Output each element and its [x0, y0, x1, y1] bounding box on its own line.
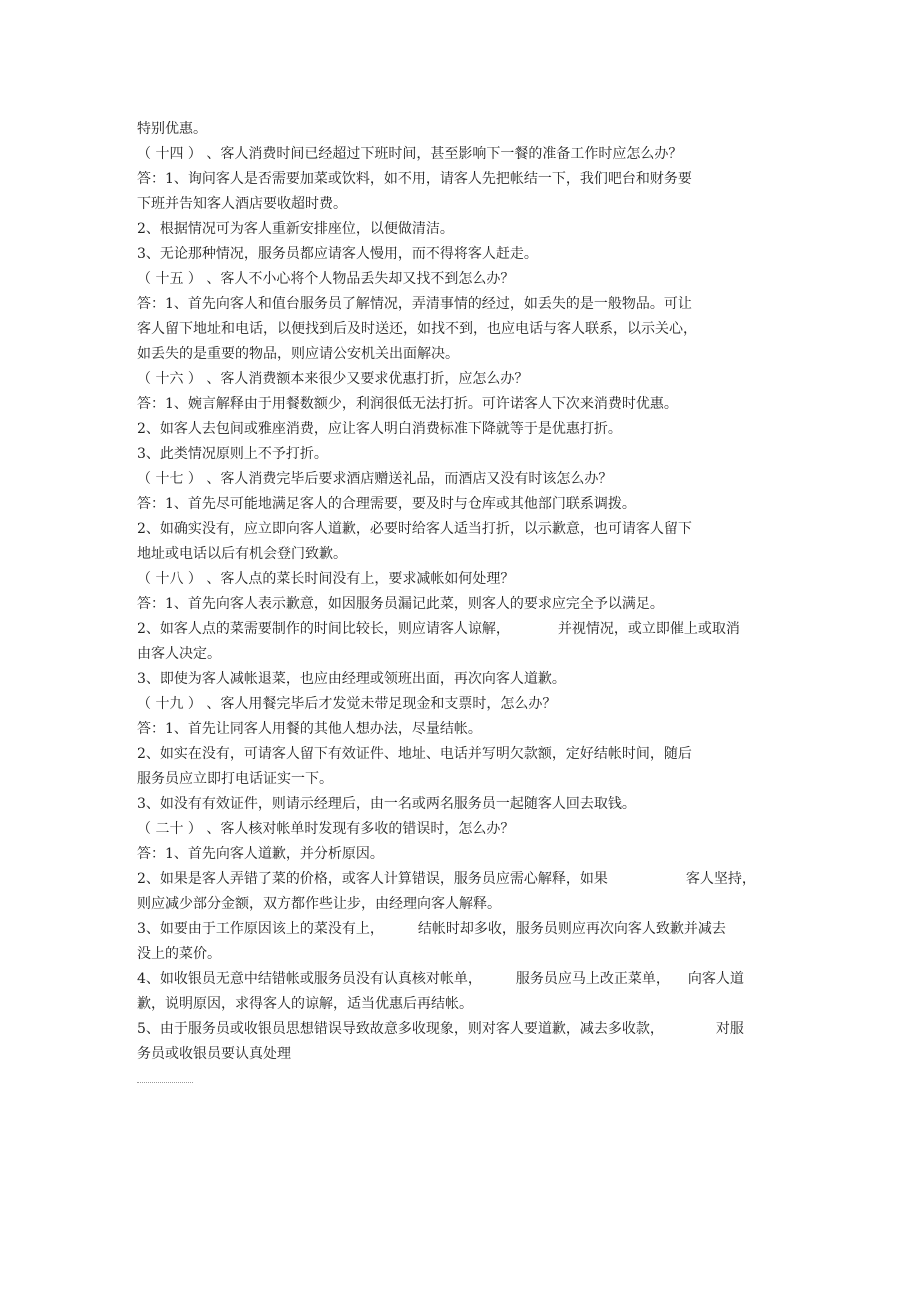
question-heading-17: （ 十七 ） 、客人消费完毕后要求酒店赠送礼品，而酒店又没有时该怎么办？	[137, 471, 613, 487]
paragraph-line	[137, 620, 740, 638]
paragraph-line: 2、如实在没有，可请客人留下有效证件、地址、电话并写明欠款额，定好结帐时间，随后	[137, 746, 692, 762]
paragraph-line: 地址或电话以后有机会登门致歉。	[137, 546, 347, 562]
paragraph-line: 答：1、首先向客人表示歉意，如因服务员漏记此菜，则客人的要求应完全予以满足。	[137, 596, 664, 612]
paragraph-line	[137, 1020, 744, 1038]
text-segment: 5、由于服务员或收银员思想错误导致故意多收现象，则对客人要道歉，减去多收款，	[137, 1021, 664, 1037]
paragraph-line: 3、即使为客人减帐退菜，也应由经理或领班出面，再次向客人道歉。	[137, 671, 566, 687]
paragraph-line: 服务员应立即打电话证实一下。	[137, 771, 333, 787]
question-heading-18: （ 十八 ） 、客人点的菜长时间没有上，要求减帐如何处理？	[137, 571, 515, 587]
question-heading-15: （ 十五 ） 、客人不小心将个人物品丢失却又找不到怎么办？	[137, 271, 515, 287]
text-segment: 向客人道	[687, 971, 744, 987]
paragraph-line: 特别优惠。	[137, 121, 207, 137]
question-heading-20: （ 二十 ） 、客人核对帐单时发现有多收的错误时，怎么办？	[137, 821, 515, 837]
paragraph-line: 歉，说明原因，求得客人的谅解，适当优惠后再结帐。	[137, 996, 473, 1012]
paragraph-line: 没上的菜价。	[137, 946, 221, 962]
paragraph-line: 答：1、首先向客人道歉，并分析原因。	[137, 846, 384, 862]
question-heading-14: （ 十四 ） 、客人消费时间已经超过下班时间，甚至影响下一餐的准备工作时应怎么办？	[137, 146, 683, 162]
paragraph-line: 答：1、首先让同客人用餐的其他人想办法，尽量结帐。	[137, 721, 482, 737]
text-segment: 并视情况，或立即催上或取消	[557, 621, 740, 637]
footer-divider	[137, 1082, 193, 1083]
text-segment: 2、如果是客人弄错了菜的价格，或客人计算错误，服务员应需心解释，如果	[137, 871, 608, 887]
paragraph-line: 答：1、首先向客人和值台服务员了解情况，弄清事情的经过，如丢失的是一般物品。可让	[137, 296, 692, 312]
text-segment: 2、如客人点的菜需要制作的时间比较长，则应请客人谅解，	[137, 621, 510, 637]
paragraph-line	[137, 870, 756, 888]
paragraph-line: 3、如没有有效证件，则请示经理后，由一名或两名服务员一起随客人回去取钱。	[137, 796, 636, 812]
paragraph-line: 如丢失的是重要的物品，则应请公安机关出面解决。	[137, 346, 459, 362]
question-heading-16: （ 十六 ） 、客人消费额本来很少又要求优惠打折，应怎么办？	[137, 371, 529, 387]
paragraph-line: 则应减少部分金额，双方都作些让步，由经理向客人解释。	[137, 896, 501, 912]
paragraph-line: 3、无论那种情况，服务员都应请客人慢用，而不得将客人赶走。	[137, 246, 538, 262]
paragraph-line: 下班并告知客人酒店要收超时费。	[137, 196, 347, 212]
paragraph-line: 由客人决定。	[137, 646, 221, 662]
paragraph-line: 答：1、首先尽可能地满足客人的合理需要，要及时与仓库或其他部门联系调拨。	[137, 496, 636, 512]
paragraph-line: 务员或收银员要认真处理	[137, 1046, 291, 1062]
text-segment: 4、如收银员无意中结错帐或服务员没有认真核对帐单，	[137, 971, 482, 987]
paragraph-line: 客人留下地址和电话，以便找到后及时送还，如找不到，也应电话与客人联系，以示关心，	[137, 321, 697, 337]
paragraph-line: 2、如确实没有，应立即向客人道歉，必要时给客人适当打折，以示歉意，也可请客人留下	[137, 521, 692, 537]
paragraph-line: 2、如客人去包间或雅座消费，应让客人明白消费标准下降就等于是优惠打折。	[137, 421, 622, 437]
paragraph-line	[137, 970, 744, 988]
text-segment: 对服	[715, 1021, 744, 1037]
question-heading-19: （ 十九 ） 、客人用餐完毕后才发觉未带足现金和支票时，怎么办？	[137, 696, 557, 712]
paragraph-line: 2、根据情况可为客人重新安排座位，以便做清洁。	[137, 221, 454, 237]
paragraph-line	[137, 920, 726, 938]
text-segment: 3、如要由于工作原因该上的菜没有上，	[137, 921, 384, 937]
text-segment: 客人坚持，	[685, 871, 756, 887]
text-segment: 结帐时却多收，服务员则应再次向客人致歉并减去	[417, 921, 726, 937]
text-segment: 服务员应马上改正菜单，	[515, 971, 670, 987]
paragraph-line: 答：1、婉言解释由于用餐数额少，利润很低无法打折。可许诺客人下次来消费时优惠。	[137, 396, 678, 412]
paragraph-line: 答：1、询问客人是否需要加菜或饮料，如不用，请客人先把帐结一下，我们吧台和财务要	[137, 171, 692, 187]
paragraph-line: 3、此类情况原则上不予打折。	[137, 446, 328, 462]
